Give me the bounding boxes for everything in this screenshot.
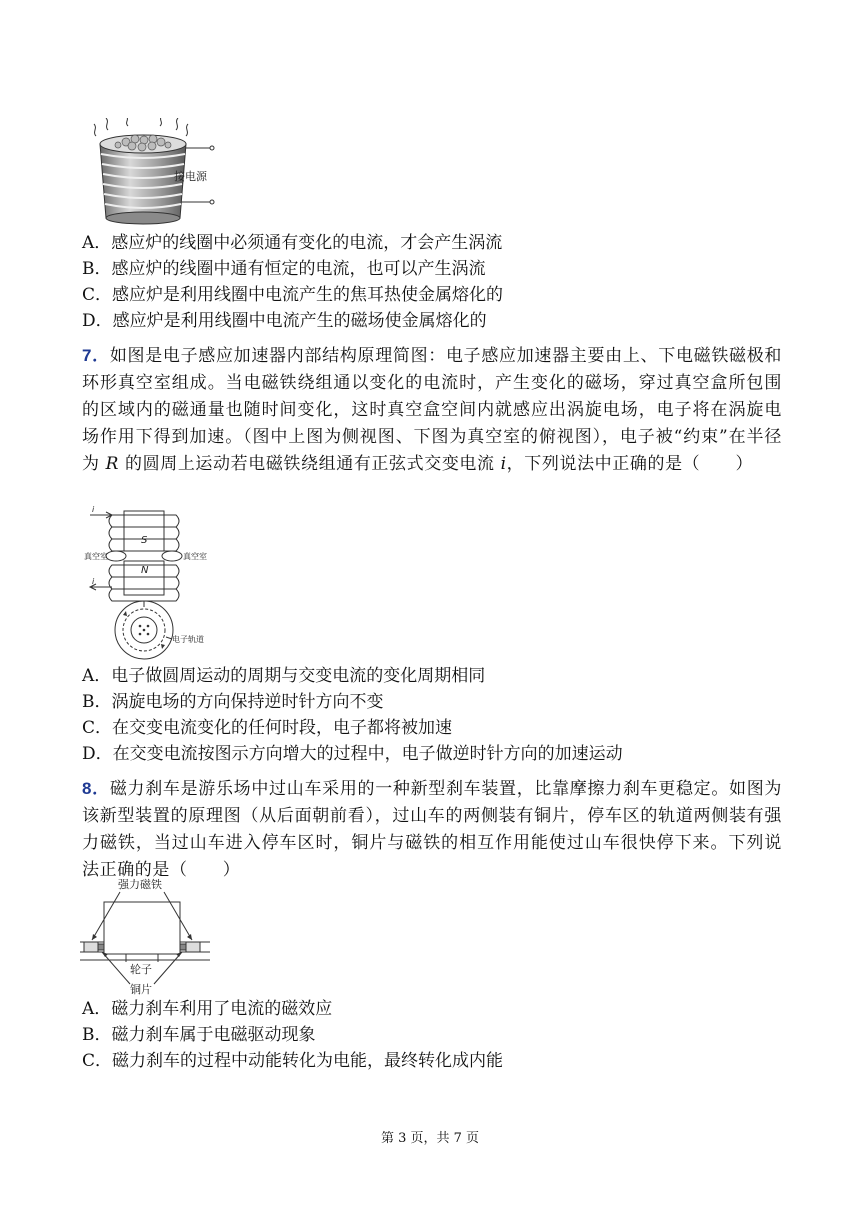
vacuum-chamber-right-label: 真空室 bbox=[183, 552, 207, 561]
electron-orbit-label: 电子轨道 bbox=[172, 635, 204, 644]
q7-var-i: i bbox=[500, 454, 507, 474]
q7-number: 7． bbox=[82, 346, 110, 365]
q7-option-d[interactable]: D．在交变电流按图示方向增大的过程中，电子做逆时针方向的加速运动 bbox=[82, 744, 623, 764]
betatron-figure bbox=[84, 503, 244, 661]
q7-stem bbox=[82, 342, 782, 478]
current-bottom-label: i bbox=[92, 577, 95, 586]
q8-option-b[interactable]: B．磁力刹车属于电磁驱动现象 bbox=[82, 1025, 316, 1045]
page-footer: 第 3 页，共 7 页 bbox=[380, 1131, 480, 1146]
q8-number: 8． bbox=[82, 779, 110, 798]
q8-option-c[interactable]: C．磁力刹车的过程中动能转化为电能，最终转化成内能 bbox=[82, 1051, 504, 1071]
q6-option-c[interactable]: C．感应炉是利用线圈中电流产生的焦耳热使金属熔化的 bbox=[82, 285, 504, 305]
copper-plate-label: 铜片 bbox=[130, 983, 152, 996]
q8-option-a[interactable]: A．磁力刹车利用了电流的磁效应 bbox=[82, 999, 333, 1019]
q7-option-b[interactable]: B．涡旋电场的方向保持逆时针方向不变 bbox=[82, 692, 384, 712]
q7-option-a[interactable]: A．电子做圆周运动的周期与交变电流的变化周期相同 bbox=[82, 666, 486, 686]
vacuum-chamber-left-label: 真空室 bbox=[84, 552, 108, 561]
q7-option-c[interactable]: C．在交变电流变化的任何时段，电子都将被加速 bbox=[82, 718, 453, 738]
q8-stem-text: 磁力刹车是游乐场中过山车采用的一种新型刹车装置，比靠摩擦力刹车更稳定。如图为该新型装置的原理图（从后面朝前看），过山车的两侧装有铜片，停车区的轨道两侧装有强力磁铁，当过山车进入停车区时，铜片与磁铁的相互作用能使过山车很快停下来。下列说法正确的是（ ） bbox=[82, 779, 782, 880]
pole-n-label: N bbox=[141, 565, 149, 576]
magnetic-brake-figure bbox=[80, 876, 212, 998]
q7-stem-part2: 的圆周上运动若电磁铁绕组通有正弦式交变电流 bbox=[119, 454, 501, 474]
q7-stem-part1: 如图是电子感应加速器内部结构原理简图：电子感应加速器主要由上、下电磁铁磁极和环形真空室组成。当电磁铁绕组通以变化的电流时，产生变化的磁场，穿过真空盒所包围的区域内的磁通量也随时间变化，这时真空盒空间内就感应出涡旋电场，电子将在涡旋电场作用下得到加速。（图中上图为侧视图、下图为真空室的俯视图），电子被“约束”在半径为 bbox=[82, 346, 782, 474]
strong-magnet-label: 强力磁铁 bbox=[118, 878, 162, 891]
q6-option-a[interactable]: A．感应炉的线圈中必须通有变化的电流，才会产生涡流 bbox=[82, 233, 503, 253]
q7-var-r: R bbox=[105, 454, 120, 474]
induction-furnace-figure bbox=[88, 118, 248, 230]
wheel-label: 轮子 bbox=[130, 963, 152, 976]
q6-option-d[interactable]: D．感应炉是利用线圈中电流产生的磁场使金属熔化的 bbox=[82, 311, 487, 331]
q7-stem-part3: ，下列说法中正确的是（ ） bbox=[506, 454, 754, 474]
pole-s-label: S bbox=[141, 535, 148, 546]
q8-stem bbox=[82, 775, 782, 884]
current-top-label: i bbox=[92, 505, 95, 514]
power-supply-label: 接电源 bbox=[174, 170, 207, 183]
q6-option-b[interactable]: B．感应炉的线圈中通有恒定的电流，也可以产生涡流 bbox=[82, 259, 486, 279]
